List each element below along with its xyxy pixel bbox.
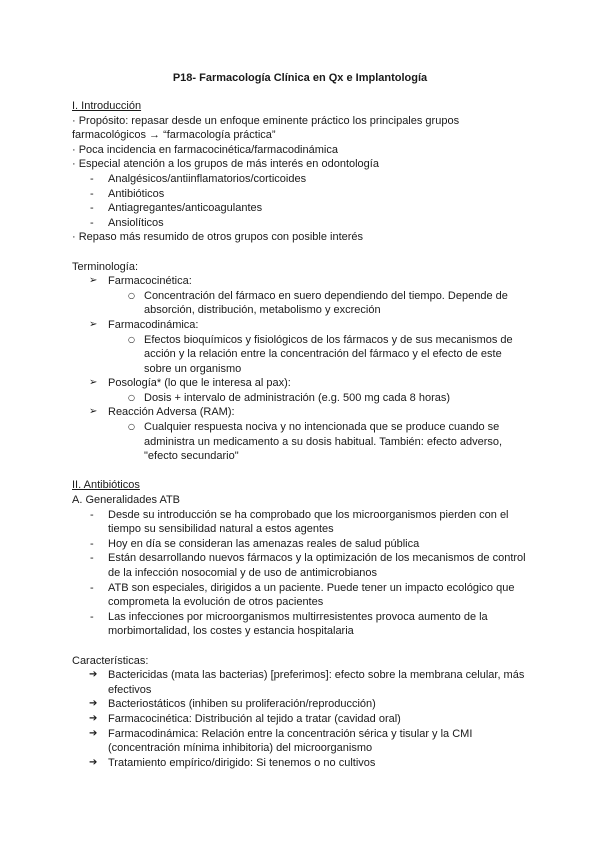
intro-line: · Poca incidencia en farmacocinética/farmacodinámica bbox=[72, 143, 338, 156]
term-item: ➢ Farmacocinética: bbox=[72, 274, 532, 289]
characteristic-item: ➔ Tratamiento empírico/dirigido: Si tenemos o no cultivos bbox=[72, 756, 532, 771]
antibiotics-subheading: A. Generalidades ATB bbox=[72, 494, 181, 507]
group-item: - Ansiolíticos bbox=[72, 216, 532, 231]
atb-point: - Están desarrollando nuevos fármacos y la optimización de los mecanismos de control de la infección nosocomial y de uso de antimicrobianos bbox=[72, 551, 532, 580]
group-item: - Antiagregantes/anticoagulantes bbox=[72, 201, 532, 216]
terminology-heading: Terminología: bbox=[72, 260, 139, 273]
term-item: ➢ Posología* (lo que le interesa al pax): bbox=[72, 376, 532, 391]
term-detail: ○ Cualquier respuesta nociva y no intencionada que se produce cuando se administra un medicamento a su dosis habitual. También: efecto adverso, "efecto secundario" bbox=[72, 420, 532, 464]
group-item: - Analgésicos/antiinflamatorios/corticoides bbox=[72, 172, 532, 187]
term-item: ➢ Farmacodinámica: bbox=[72, 318, 532, 333]
atb-point: - Desde su introducción se ha comprobado que los microorganismos pierden con el tiempo su sensibilidad natural a estos agentes bbox=[72, 508, 532, 537]
characteristic-item: ➔ Bactericidas (mata las bacterias) [preferimos]: efecto sobre la membrana celular, más efectivos bbox=[72, 668, 532, 697]
characteristic-item: ➔ Farmacocinética: Distribución al tejido a tratar (cavidad oral) bbox=[72, 712, 532, 727]
characteristic-item: ➔ Bacteriostáticos (inhiben su proliferación/reproducción) bbox=[72, 697, 532, 712]
atb-point: - ATB son especiales, dirigidos a un paciente. Puede tener un impacto ecológico que comprometa la evolución de otros pacientes bbox=[72, 581, 532, 610]
intro-closing: · Repaso más resumido de otros grupos con posible interés bbox=[72, 231, 364, 244]
antibiotics-heading: II. Antibióticos bbox=[72, 479, 140, 492]
intro-line: · Propósito: repasar desde un enfoque eminente práctico los principales grupos farmacológicos → “farmacología práctica” bbox=[72, 114, 460, 142]
term-detail: ○ Concentración del fármaco en suero dependiendo del tiempo. Depende de absorción, distribución, metabolismo y excreción bbox=[72, 289, 532, 318]
intro-heading: I. Introducción bbox=[72, 100, 142, 112]
group-item: - Antibióticos bbox=[72, 187, 532, 202]
document-title: P18- Farmacología Clínica en Qx e Implantología bbox=[172, 72, 428, 84]
term-item: ➢ Reacción Adversa (RAM): bbox=[72, 405, 532, 420]
term-detail: ○ Dosis + intervalo de administración (e.g. 500 mg cada 8 horas) bbox=[72, 391, 532, 406]
intro-line: · Especial atención a los grupos de más interés en odontología bbox=[72, 158, 379, 171]
term-detail: ○ Efectos bioquímicos y fisiológicos de los fármacos y de sus mecanismos de acción y la relación entre la concentración del fármaco y el efecto de este sobre un organismo bbox=[72, 333, 532, 377]
document-body bbox=[72, 99, 532, 770]
characteristics-heading: Características: bbox=[72, 654, 149, 667]
characteristic-item: ➔ Farmacodinámica: Relación entre la concentración sérica y tisular y la CMI (concentración mínima inhibitoria) del microorganismo bbox=[72, 727, 532, 756]
atb-point: - Las infecciones por microorganismos multirresistentes provoca aumento de la morbimortalidad, los costes y estancia hospitalaria bbox=[72, 610, 532, 639]
atb-point: - Hoy en día se consideran las amenazas reales de salud pública bbox=[72, 537, 532, 552]
